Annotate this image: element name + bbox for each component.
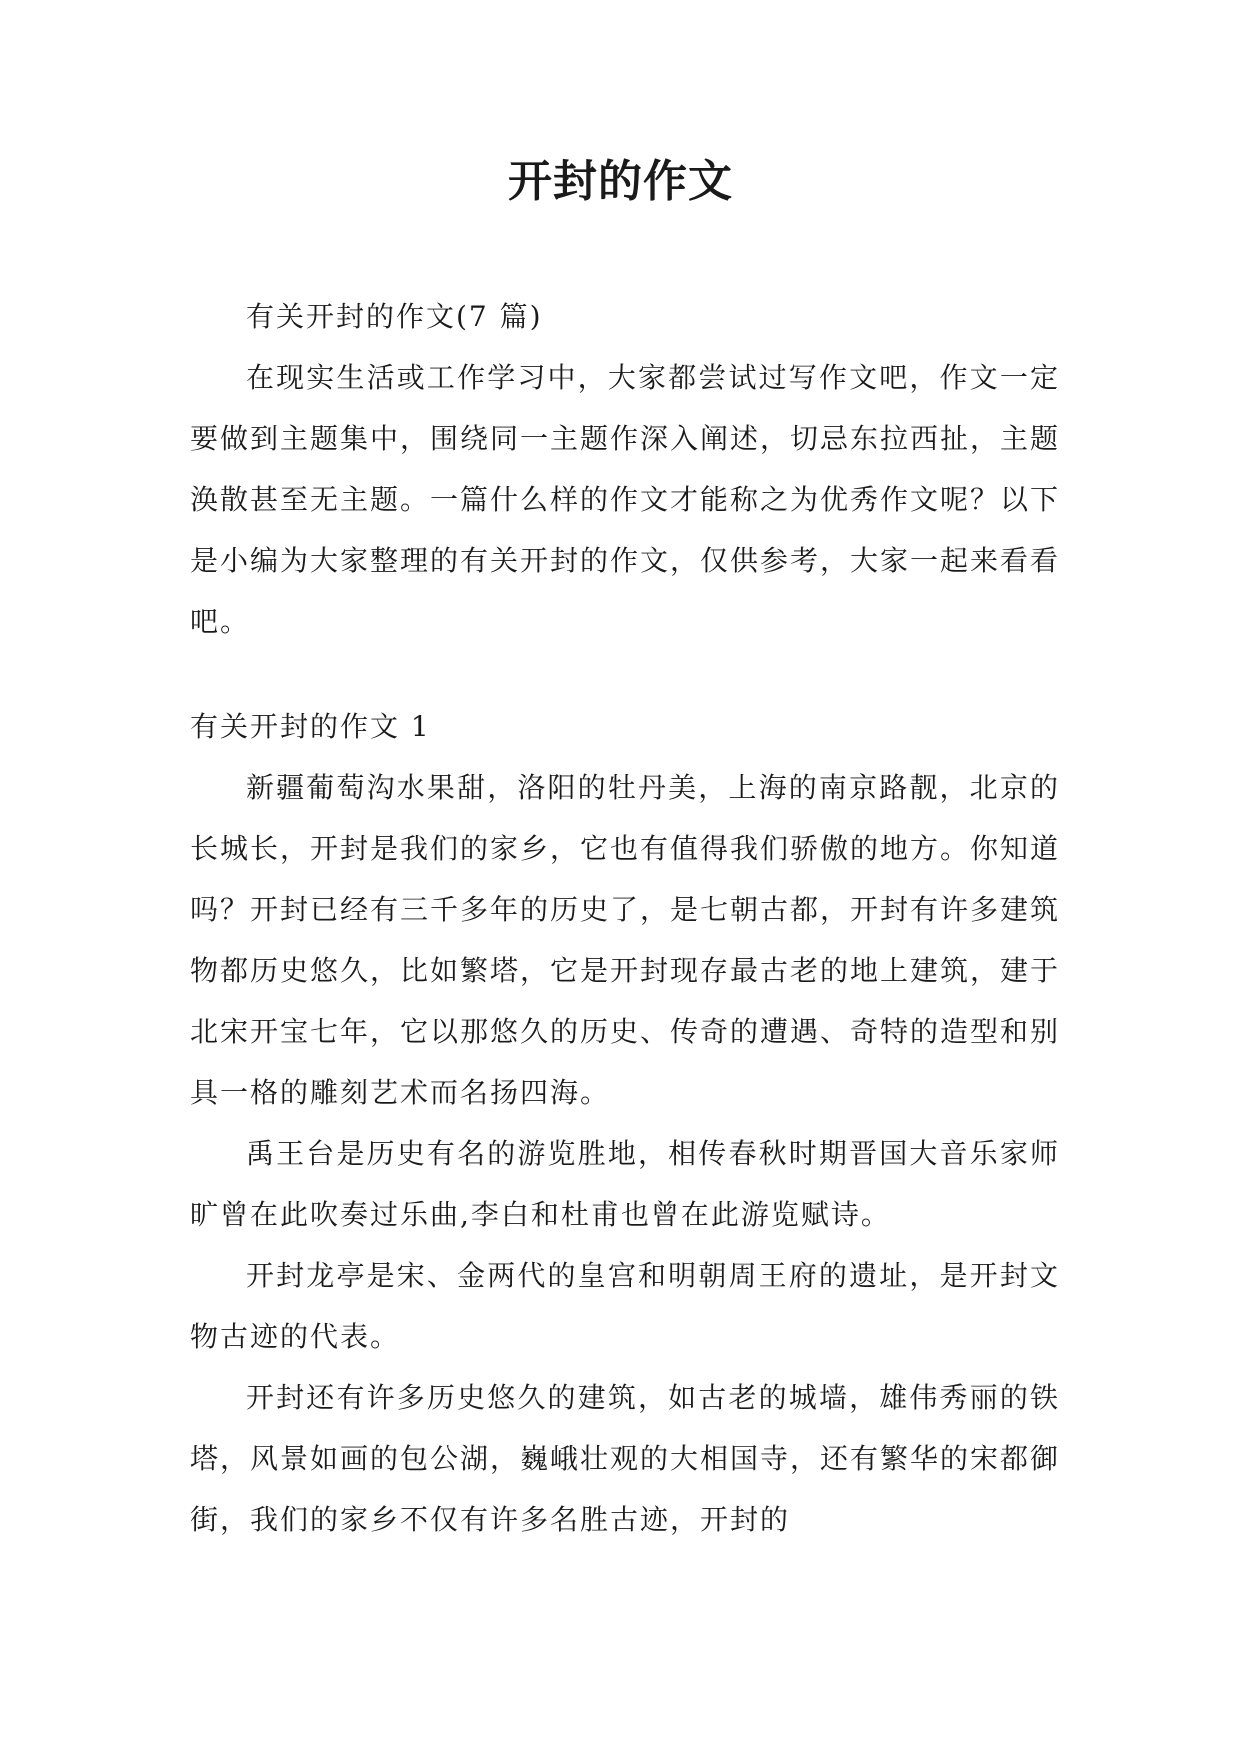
intro-subtitle: 有关开封的作文(7 篇) — [246, 300, 543, 333]
intro-paragraph: 在现实生活或工作学习中，大家都尝试过写作文吧，作文一定要做到主题集中，围绕同一主题作深入阐述，切忌东拉西扯，主题涣散甚至无主题。一篇什么样的作文才能称之为优秀作文呢？以下是小编为大家整理的有关开封的作文，仅供参考，大家一起来看看吧。 — [190, 361, 1061, 638]
essay-paragraph-1: 新疆葡萄沟水果甜，洛阳的牡丹美，上海的南京路靓，北京的长城长，开封是我们的家乡，它也有值得我们骄傲的地方。你知道吗？开封已经有三千多年的历史了，是七朝古都，开封有许多建筑物都历史悠久，比如繁塔，它是开封现存最古老的地上建筑，建于北宋开宝七年，它以那悠久的历史、传奇的遭遇、奇特的造型和别具一格的雕刻艺术而名扬四海。 — [190, 771, 1061, 1109]
essay-paragraph-3: 开封龙亭是宋、金两代的皇宫和明朝周王府的遗址，是开封文物古迹的代表。 — [190, 1259, 1060, 1353]
document-body — [190, 286, 1060, 1550]
essay-heading: 有关开封的作文 1 — [190, 710, 431, 743]
essay-paragraph-4: 开封还有许多历史悠久的建筑，如古老的城墙，雄伟秀丽的铁塔，风景如画的包公湖，巍峨壮观的大相国寺，还有繁华的宋都御街，我们的家乡不仅有许多名胜古迹，开封的 — [190, 1381, 1061, 1536]
section-spacer — [190, 652, 1060, 696]
document-title: 开封的作文 — [508, 156, 733, 207]
essay-paragraph-2: 禹王台是历史有名的游览胜地，相传春秋时期晋国大音乐家师旷曾在此吹奏过乐曲,李白和杜甫也曾在此游览赋诗。 — [190, 1137, 1060, 1231]
